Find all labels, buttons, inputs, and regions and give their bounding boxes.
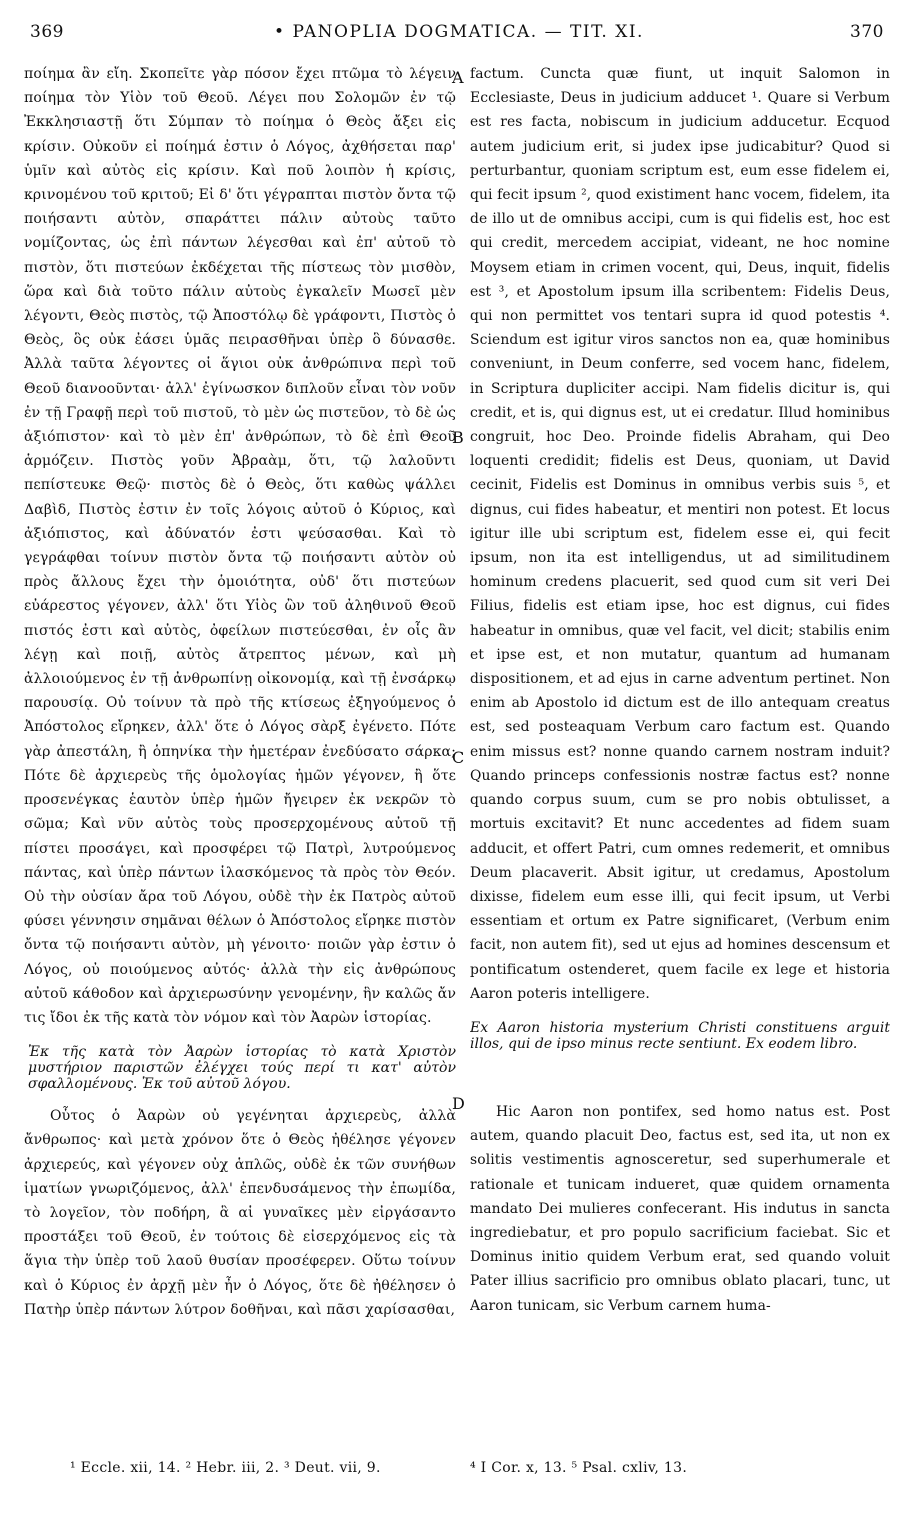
margin-letter-a: A: [452, 68, 464, 87]
page-header: [22, 14, 896, 44]
margin-letter-d: D: [452, 1094, 465, 1113]
margin-letter-c: C: [452, 748, 465, 767]
margin-letter-b: B: [452, 428, 464, 447]
latin-paragraph-2: Hic Aaron non pontifex, sed homo natus est. Post autem, quando placuit Deo, factus est, sed ita, ut non ex solitis vestimentis agnosceretur, sed superhumerale et rationale et tunicam indueret, quæ quidem ornamenta mandato Dei mulieres confecerant. His indutus in sancta ingrediebatur, et pro populo sacrificium faciebat. Sic et Dominus initio quidem Verbum erat, sed quando voluit Pater illius sacrificio pro omnibus oblato placari, tunc, ut Aaron tunicam, sic Verbum carnem huma-: [470, 1103, 890, 1314]
latin-column: [470, 62, 890, 1452]
greek-column: [24, 62, 456, 1452]
latin-section-heading: Ex Aaron historia mysterium Christi constituens arguit illos, qui de ipso minus recte sentiunt. Ex eodem libro.: [470, 1019, 890, 1052]
footnotes-right: ⁴ I Cor. x, 13. ⁵ Psal. cxliv, 13.: [470, 1460, 688, 1476]
greek-paragraph-1: ποίημα ἂν εἴη. Σκοπεῖτε γὰρ πόσον ἔχει πτῶμα τὸ λέγειν ποίημα τὸν Υἱὸν τοῦ Θεοῦ. Λέγει που Σολομῶν ἐν τῷ Ἐκκλησιαστῇ ὅτι Σύμπαν τὸ ποίημα ὁ Θεὸς ἄξει εἰς κρίσιν. Οὐκοῦν εἰ ποίημά ἐστιν ὁ Λόγος, ἀχθήσεται παρ' ὑμῖν καὶ αὐτὸς εἰς κρίσιν. Καὶ ποῦ λοιπὸν ἡ κρίσις, κρινομένου τοῦ κριτοῦ; Εἰ δ' ὅτι γέγραπται πιστὸν ὄντα τῷ ποιήσαντι αὐτὸν, σπαράττει πάλιν αὐτοὺς ταῦτο νομίζοντας, ὡς ἐπὶ πάντων λέγεσθαι καὶ ἐπ' αὐτοῦ τὸ πιστὸν, ὅτι πιστεύων ἐκδέχεται τῆς πίστεως τὸν μισθὸν, ὥρα καὶ διὰ τοῦτο πάλιν αὐτοὺς ἐγκαλεῖν Μωσεῖ μὲν λέγοντι, Θεὸς πιστὸς, τῷ Ἀποστόλῳ δὲ γράφοντι, Πιστὸς ὁ Θεὸς, ὃς οὐκ ἐάσει ὑμᾶς πειρασθῆναι ὑπὲρ ὃ δύνασθε. Ἀλλὰ ταῦτα λέγοντες οἱ ἅγιοι οὐκ ἀνθρώπινα περὶ τοῦ Θεοῦ διανοοῦνται· ἀλλ' ἐγίνωσκον διπλοῦν εἶναι τὸν νοῦν ἐν τῇ Γραφῇ περὶ τοῦ πιστοῦ, τὸ μὲν ὡς πιστεῦον, τὸ δὲ ὡς ἀξιόπιστον· καὶ τὸ μὲν ἐπ' ἀνθρώπων, τὸ δὲ ἐπὶ Θεοῦ ἁρμόζειν. Πιστὸς γοῦν Ἀβραὰμ, ὅτι, τῷ λαλοῦντι πεπίστευκε Θεῷ· πιστὸς δὲ ὁ Θεὸς, ὅτι καθὼς ψάλλει Δαβὶδ, Πιστὸς ἐστιν ἐν τοῖς λόγοις αὐτοῦ ὁ Κύριος, καὶ ἀξιόπιστος, καὶ ἀδύνατόν ἐστι ψεύσασθαι. Καὶ τὸ γεγράφθαι τοίνυν πιστὸν ὄντα τῷ ποιήσαντι αὐτὸν οὐ πρὸς ἄλλους ἔχει τὴν ὁμοιότητα, οὐδ' ὅτι πιστεύων εὐάρεστος γέγονεν, ἀλλ' ὅτι Υἱὸς ὢν τοῦ ἀληθινοῦ Θεοῦ πιστός ἐστι καὶ αὐτὸς, ὀφείλων πιστεύεσθαι, ἐν οἷς ἂν λέγῃ καὶ ποιῇ, αὐτὸς ἄτρεπτος μένων, καὶ μὴ ἀλλοιούμενος ἐν τῇ ἀνθρωπίνῃ οἰκονομίᾳ, καὶ τῇ ἐνσάρκῳ παρουσίᾳ. Οὐ τοίνυν τὰ πρὸ τῆς κτίσεως ἐξηγούμενος ὁ Ἀπόστολος εἴρηκεν, ἀλλ' ὅτε ὁ Λόγος σὰρξ ἐγένετο. Πότε γὰρ ἀπεστάλη, ἢ ὁπηνίκα τὴν ἡμετέραν ἐνεδύσατο σάρκα; Πότε δὲ ἀρχιερεὺς τῆς ὁμολογίας ἡμῶν γέγονεν, ἢ ὅτε προσενέγκας ἑαυτὸν ὑπὲρ ἡμῶν ἤγειρεν ἐκ νεκρῶν τὸ σῶμα; Καὶ νῦν αὐτὸς τοὺς προσερχομένους αὐτοῦ τῇ πίστει προσάγει, καὶ προσφέρει τῷ Πατρὶ, λυτρούμενος πάντας, καὶ ὑπὲρ πάντων ἱλασκόμενος τὰ πρὸς τὸν Θεόν. Οὐ τὴν οὐσίαν ἄρα τοῦ Λόγου, οὐδὲ τὴν ἐκ Πατρὸς αὐτοῦ φύσει γέννησιν σημᾶναι θέλων ὁ Ἀπόστολος εἴρηκε πιστὸν ὄντα τῷ ποιήσαντι αὐτὸν, μὴ γένοιτο· ποιῶν γὰρ ἐστιν ὁ Λόγος, οὐ ποιούμενος αὐτός· ἀλλὰ τὴν εἰς ἀνθρώπους αὐτοῦ κάθοδον καὶ ἀρχιερωσύνην γενομένην, ἣν καλῶς ἄν τις ἴδοι ἐκ τῆς κατὰ τὸν νόμον καὶ τὸν Ἀαρὼν ἱστορίας.: [24, 66, 456, 1026]
page-number-right: 370: [850, 22, 884, 42]
running-title: • PANOPLIA DOGMATICA. — TIT. XI.: [274, 22, 644, 42]
greek-paragraph-2: Οὗτος ὁ Ἀαρὼν οὐ γεγένηται ἀρχιερεὺς, ἀλλὰ ἄνθρωπος· καὶ μετὰ χρόνον ὅτε ὁ Θεὸς ἠθέλησε γέγονεν ἀρχιερεύς, καὶ γέγονεν οὐχ ἁπλῶς, οὐδὲ ἐκ τῶν συνήθων ἱματίων γνωριζόμενος, ἀλλ' ἐπενδυσάμενος τὴν ἐπωμίδα, τὸ λογεῖον, τὸν ποδήρη, ἃ αἱ γυναῖκες μὲν εἰργάσαντο προστάξει τοῦ Θεοῦ, ἐν τούτοις δὲ εἰσερχόμενος εἰς τὰ ἅγια τὴν ὑπὲρ τοῦ λαοῦ θυσίαν προσέφερεν. Οὕτω τοίνυν καὶ ὁ Κύριος ἐν ἀρχῇ μὲν ἦν ὁ Λόγος, ὅτε δὲ ἠθέλησεν ὁ Πατὴρ ὑπὲρ πάντων λύτρον δοθῆναι, καὶ πᾶσι χαρίσασθαι,: [24, 1108, 456, 1318]
latin-paragraph-1: factum. Cuncta quæ fiunt, ut inquit Salomon in Ecclesiaste, Deus in judicium adducet ¹. Quare si Verbum est res facta, nobiscum in judicium adducetur. Ecquod autem judicium erit, si judex ipse judicabitur? Quod si perturbantur, quoniam scriptum est, eum esse fidelem ei, qui fecit ipsum ², quod existiment hanc vocem, fidelem, ita de illo ut de omnibus accipi, cum is qui fidelis est, hoc est qui credit, mercedem accipiat, videant, ne hoc nomine Moysem etiam in crimen vocent, qui, Deus, inquit, fidelis est ³, et Apostolum ipsum illa scribentem: Fidelis Deus, qui non permittet vos tentari supra id quod potestis ⁴. Sciendum est igitur viros sanctos non ea, quæ hominibus conveniunt, in Deum conferre, sed vocem hanc, fidelem, in Scriptura dupliciter accipi. Nam fidelis dicitur is, qui credit, et is, qui dignus est, ut ei credatur. Illud hominibus congruit, hoc Deo. Proinde fidelis Abraham, qui Deo loquenti credidit; fidelis est Deus, quoniam, ut David cecinit, Fidelis est Dominus in omnibus verbis suis ⁵, et dignus, cui fides habeatur, et mentiri non potest. Et locus igitur ille ubi scriptum est, fidelem esse ei, qui fecit ipsum, non ita est intelligendus, ut ad similitudinem hominum credens placuerit, sed quod cum sit veri Dei Filius, fidelis est etiam ipse, hoc est dignus, cui fides habeatur in omnibus, quæ vel facit, vel dicit; stabilis enim et ipse est, et non mutatur, quantum ad humanam dispositionem, et ad ejus in carne adventum pertinet. Non enim ab Apostolo id dictum est de illo antequam creatus est, sed posteaquam Verbum caro factum est. Quando enim missus est? nonne quando carnem nostram induit? Quando princeps confessionis nostræ factus est? nonne quando corpus suum, cum se pro nobis obtulisset, a mortuis excitavit? Et nunc accedentes ad fidem suam adducit, et offert Patri, cum omnes redemerit, et omnibus Deum placaverit. Absit igitur, ut credamus, Apostolum dixisse, fidelem eum esse illi, qui fecit ipsum, ut Verbi essentiam et ortum ex Patre significaret, (Verbum enim facit, non autem fit), sed ut ejus ad homines descensum et pontificatum ostenderet, quem facile ex lege et historia Aaron poteris intelligere.: [470, 66, 890, 1002]
footnotes-left: ¹ Eccle. xii, 14. ² Hebr. iii, 2. ³ Deut. vii, 9.: [70, 1460, 381, 1476]
greek-section-heading: Ἐκ τῆς κατὰ τὸν Ἀαρὼν ἱστορίας τὸ κατὰ Χριστὸν μυστήριον παριστῶν ἐλέγχει τούς περί τι κατ' αὐτὸν σφαλλομένους. Ἐκ τοῦ αὐτοῦ λόγου.: [28, 1044, 456, 1093]
page-number-left: 369: [30, 22, 64, 42]
